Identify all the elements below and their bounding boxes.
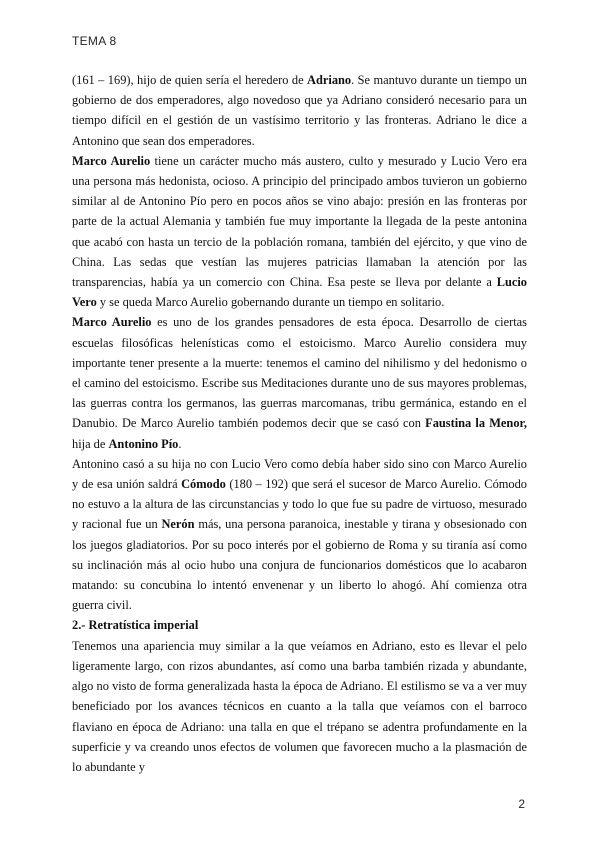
paragraph-3 — [72, 312, 527, 453]
document-body — [72, 70, 527, 777]
bold-run: Marco Aurelio — [72, 153, 151, 168]
bold-run: Cómodo — [181, 477, 226, 492]
text-run: (180 – 192) que será el sucesor de Marco Aurelio. Cómodo no estuvo a la altura de las circunstancias y todo lo que fue su padre de virtuoso, mesurado y racional fue un — [72, 477, 527, 532]
text-run: tiene un carácter mucho más austero, culto y mesurado y Lucio Vero era una persona más hedonista, ocioso. A principio del principado ambos tuvieron un gobierno similar al de Antonino Pío pero en pocos años se vino abajo: presión en las fronteras por parte de la actual Alemania y también fue muy importante la llegada de la peste antonina que acabó con hasta un tercio de la población romana, también del ejército, y que vino de China. Las sedas que vestían las mujeres patricias llamaban la atención por las transparencias, había ya un comercio con China. Esa peste se lleva por delante a — [72, 153, 528, 290]
page-number: 2 — [518, 797, 525, 811]
section-heading: 2.- Retratística imperial — [72, 618, 199, 633]
text-run: . Se mantuvo durante un tiempo un gobierno de dos emperadores, algo novedoso que ya Adriano consideró necesario para un tiempo difícil en el gestión de un vastísimo territorio y las fronteras. Adriano le dice a Antonino que sean dos emperadores. — [72, 73, 527, 148]
text-run: y se queda Marco Aurelio gobernando durante un tiempo en solitario. — [96, 295, 445, 310]
text-run: Antonino casó a su hija no con Lucio Vero como debía haber sido sino con Marco Aurelio y de esa unión saldrá — [72, 456, 527, 492]
paragraph-2 — [72, 151, 527, 313]
text-run: hija de — [72, 436, 109, 451]
text-run: más, una persona paranoica, inestable y tirana y obsesionado con los juegos gladiatorios. Por su poco interés por el gobierno de Roma y su tiranía así como su inclinación más al ocio hubo una conjura de funcionarios domésticos que lo acabaron matando: su concubina lo intentó envenenar y un liberto lo ahogó. Ahí comienza otra guerra civil. — [72, 517, 527, 613]
text-run: (161 – 169), hijo de quien sería el heredero de — [72, 73, 308, 87]
paragraph-5: Tenemos una apariencia muy similar a la que veíamos en Adriano, esto es llevar el pelo ligeramente largo, con rizos abundantes, así como una barba también rizada y abundante, algo no visto de forma generalizada hasta la época de Adriano. El estilismo se va a ver muy beneficiado por los avances técnicos en cuanto a la talla que veíamos con el barroco flaviano en época de Adriano: una talla en que el trépano se adentra profundamente en la superficie y va creando unos efectos de volumen que favorecen mucho a la plasmación de lo abundante y — [72, 638, 527, 774]
bold-run: Marco Aurelio — [72, 315, 152, 330]
bold-run: Faustina la Menor, — [425, 416, 527, 431]
bold-run: Antonino Pío — [108, 436, 179, 451]
paragraph-1 — [72, 70, 527, 151]
page-header-title: TEMA 8 — [72, 34, 117, 48]
bold-run: Lucio Vero — [72, 275, 527, 310]
text-run: . — [178, 436, 182, 451]
bold-run: Nerón — [161, 517, 195, 532]
text-run: es uno de los grandes pensadores de esta época. Desarrollo de ciertas escuelas filosóficas helenísticas como el estoicismo. Marco Aurelio considera muy importante tener presente a la muerte: tenemos el camino del nihilismo y del hedonismo o el camino del estoicismo. Escribe sus Meditaciones durante uno de sus mayores problemas, las guerras contra los germanos, las guerras marcomanas, tribu germánica, estando en el Danubio. De Marco Aurelio también podemos decir que se casó con — [72, 315, 528, 431]
paragraph-4 — [72, 454, 527, 616]
bold-run: Adriano — [307, 73, 352, 87]
